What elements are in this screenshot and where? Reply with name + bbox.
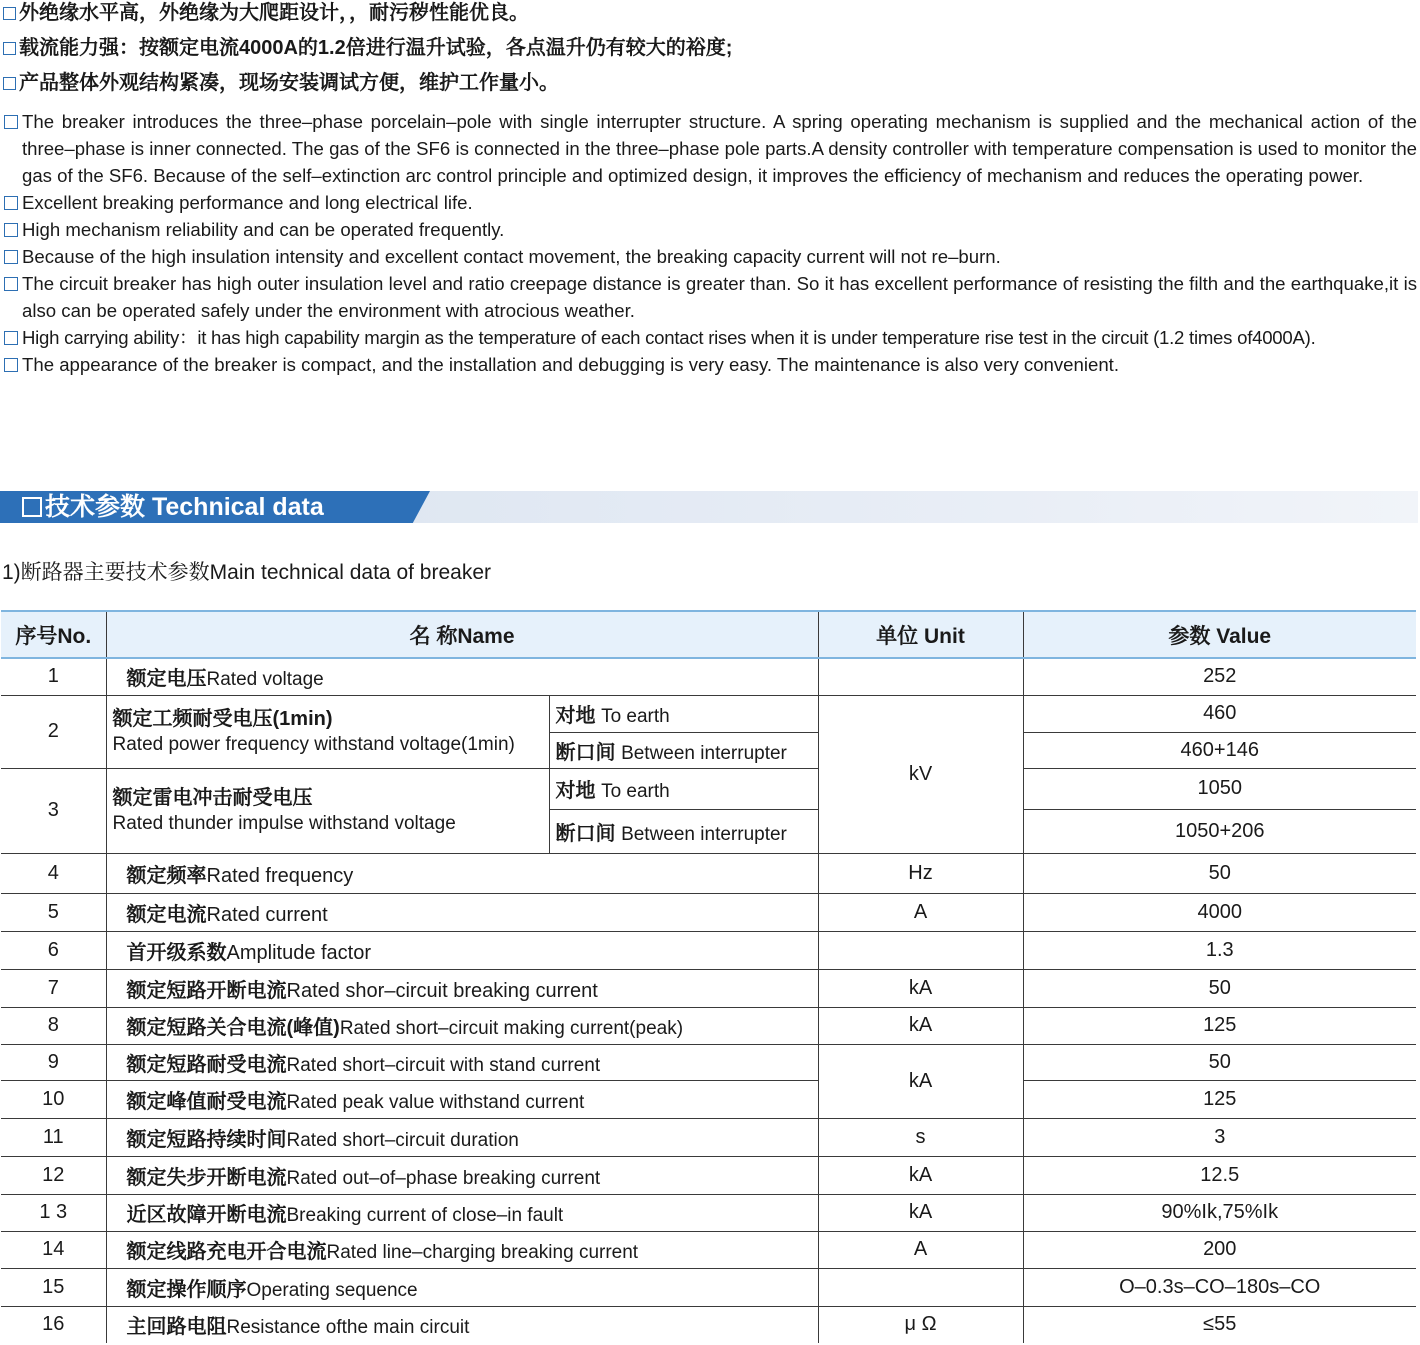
cell-unit: kA [818,1156,1023,1194]
checkbox-bullet-icon [4,223,18,237]
cell-no: 15 [1,1268,106,1306]
header-unit: 单位 Unit [818,611,1023,658]
feature-en-item: The breaker introduces the three–phase porcelain–pole with single interrupter structure. A spring operating mechanism is supplied and the mechanical action of the three–phase is inner connected. The gas of the SF6 is connected in the three–phase pole parts.A density controller with temperature compensation is used to monitor the gas of the SF6. Because of the self–extinction arc control principle and optimized design, it improves the efficiency of mechanism and reduces the operating power. [3,108,1417,189]
cell-no: 6 [1,931,106,969]
cell-unit: kA [818,969,1023,1007]
table-row [1,931,1416,969]
cell-name: 额定峰值耐受电流Rated peak value withstand current [106,1080,818,1118]
table-row [1,695,1416,732]
checkbox-bullet-icon [4,331,18,345]
cell-unit: kA [818,1044,1023,1118]
cell-value: 1.3 [1023,931,1416,969]
cell-name: 首开级系数Amplitude factor [106,931,818,969]
cell-name: 额定雷电冲击耐受电压 Rated thunder impulse withstand voltage [106,768,549,853]
features-cn-list [3,0,1413,105]
cell-value: 125 [1023,1007,1416,1044]
cell-no: 1 3 [1,1194,106,1231]
cell-subname: 对地 To earth [549,695,818,732]
cell-value: 90%Ik,75%Ik [1023,1194,1416,1231]
table-row [1,1231,1416,1268]
table-row [1,1306,1416,1343]
cell-subname: 断口间 Between interrupter [549,809,818,853]
cell-unit: s [818,1118,1023,1156]
cell-unit: Hz [818,853,1023,893]
checkbox-bullet-icon [3,77,16,90]
table-row [1,1156,1416,1194]
cell-name: 额定频率Rated frequency [106,853,818,893]
cell-no: 7 [1,969,106,1007]
cell-unit: kA [818,1007,1023,1044]
cell-value: 1050 [1023,768,1416,809]
cell-unit [818,658,1023,695]
cell-value: O–0.3s–CO–180s–CO [1023,1268,1416,1306]
cell-name: 主回路电阻Resistance ofthe main circuit [106,1306,818,1343]
cell-subname: 断口间 Between interrupter [549,732,818,768]
cell-unit: kA [818,1194,1023,1231]
section-banner [0,491,1420,525]
feature-en-item: The circuit breaker has high outer insulation level and ratio creepage distance is greater than. So it has excellent performance of resisting the filth and the earthquake,it is also can be operated safely under the environment with atrocious weather. [3,270,1417,324]
cell-name: 额定短路关合电流(峰值)Rated short–circuit making current(peak) [106,1007,818,1044]
checkbox-bullet-icon [3,7,16,20]
cell-no: 14 [1,1231,106,1268]
table-subtitle: 1)断路器主要技术参数Main technical data of breaker [2,561,491,584]
cell-no: 8 [1,1007,106,1044]
checkbox-bullet-icon [4,358,18,372]
checkbox-bullet-icon [4,196,18,210]
banner-gradient-bar [400,491,1418,523]
cell-name: 额定操作顺序Operating sequence [106,1268,818,1306]
cell-name: 额定短路开断电流Rated shor–circuit breaking current [106,969,818,1007]
cell-no: 4 [1,853,106,893]
cell-no: 1 [1,658,106,695]
cell-value: 460+146 [1023,732,1416,768]
checkbox-bullet-icon [4,250,18,264]
table-row [1,658,1416,695]
cell-value: 50 [1023,853,1416,893]
cell-no: 2 [1,695,106,768]
feature-en-item: High carrying ability：it has high capability margin as the temperature of each contact rises when it is under temperature rise test in the circuit (1.2 times of4000A). [3,324,1417,351]
cell-name: 额定线路充电开合电流Rated line–charging breaking current [106,1231,818,1268]
header-value: 参数 Value [1023,611,1416,658]
checkbox-bullet-icon [3,42,16,55]
table-row [1,1118,1416,1156]
cell-name: 额定电压Rated voltage [106,658,818,695]
cell-no: 3 [1,768,106,853]
cell-name: 额定电流Rated current [106,893,818,931]
table-header-row [1,611,1416,658]
cell-name: 近区故障开断电流Breaking current of close–in fault [106,1194,818,1231]
table-row [1,1194,1416,1231]
cell-value: 1050+206 [1023,809,1416,853]
checkbox-bullet-icon [4,115,18,129]
cell-unit: kV [818,695,1023,853]
cell-name: 额定失步开断电流Rated out–of–phase breaking current [106,1156,818,1194]
checkbox-bullet-icon [4,277,18,291]
cell-value: 252 [1023,658,1416,695]
cell-value: 200 [1023,1231,1416,1268]
cell-no: 5 [1,893,106,931]
cell-no: 12 [1,1156,106,1194]
cell-subname: 对地 To earth [549,768,818,809]
cell-name: 额定短路持续时间Rated short–circuit duration [106,1118,818,1156]
feature-cn-item: 载流能力强：按额定电流4000A的1.2倍进行温升试验，各点温升仍有较大的裕度; [3,35,1413,70]
table-row [1,1268,1416,1306]
cell-value: ≤55 [1023,1306,1416,1343]
table-row [1,853,1416,893]
cell-value: 50 [1023,969,1416,1007]
cell-name: 额定短路耐受电流Rated short–circuit with stand current [106,1044,818,1080]
cell-no: 11 [1,1118,106,1156]
table-row [1,1007,1416,1044]
feature-cn-item: 产品整体外观结构紧凑，现场安装调试方便，维护工作量小。 [3,70,1413,105]
cell-value: 125 [1023,1080,1416,1118]
table-row [1,1044,1416,1080]
header-name: 名 称Name [106,611,818,658]
cell-unit: μ Ω [818,1306,1023,1343]
cell-value: 4000 [1023,893,1416,931]
table-row [1,893,1416,931]
cell-value: 50 [1023,1044,1416,1080]
table-row [1,969,1416,1007]
features-en-list [3,108,1417,378]
feature-cn-item: 外绝缘水平高，外绝缘为大爬距设计，，耐污秽性能优良。 [3,0,1413,35]
table-row [1,1080,1416,1118]
feature-en-item: Excellent breaking performance and long electrical life. [3,189,1417,216]
technical-data-table [1,610,1416,1343]
feature-en-item: The appearance of the breaker is compact, and the installation and debugging is very easy. The maintenance is also very convenient. [3,351,1417,378]
cell-unit: A [818,893,1023,931]
cell-no: 10 [1,1080,106,1118]
cell-no: 9 [1,1044,106,1080]
section-title: 技术参数 Technical data [22,491,324,524]
cell-value: 460 [1023,695,1416,732]
cell-unit [818,1268,1023,1306]
table-row [1,768,1416,809]
checkbox-bullet-icon [22,497,42,517]
header-no: 序号No. [1,611,106,658]
cell-no: 16 [1,1306,106,1343]
cell-unit [818,931,1023,969]
feature-en-item: High mechanism reliability and can be operated frequently. [3,216,1417,243]
cell-value: 12.5 [1023,1156,1416,1194]
cell-name: 额定工频耐受电压(1min) Rated power frequency withstand voltage(1min) [106,695,549,768]
cell-unit: A [818,1231,1023,1268]
feature-en-item: Because of the high insulation intensity and excellent contact movement, the breaking capacity current will not re–burn. [3,243,1417,270]
cell-value: 3 [1023,1118,1416,1156]
